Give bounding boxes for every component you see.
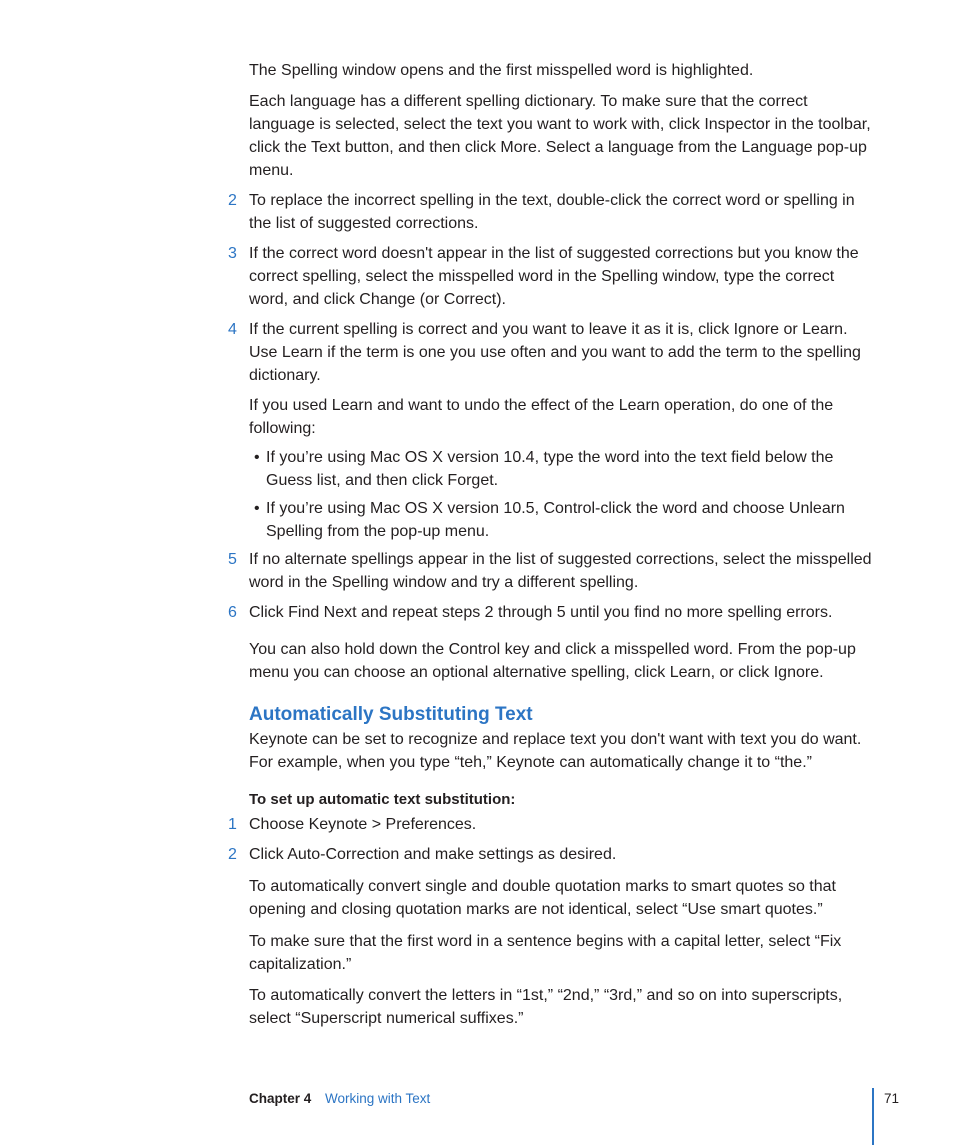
footer-chapter: Chapter 4 — [249, 1091, 312, 1106]
step-number: 3 — [228, 245, 237, 262]
step-text: If the correct word doesn't appear in the list of suggested corrections but you know the correct spelling, select the misspelled word in the Spelling window, type the correct word, and click Change (or Correct). — [249, 245, 859, 308]
footer-divider — [872, 1088, 874, 1145]
bullet-item: If you’re using Mac OS X version 10.5, Control-click the word and choose Unlearn Spelling from the pop-up menu. — [266, 500, 845, 540]
task-step-text: Click Auto-Correction and make settings as desired. — [249, 846, 617, 863]
paragraph-keynote-substitution: Keynote can be set to recognize and replace text you don't want with text you do want. For example, when you type “teh,” Keynote can automatically change it to “the.” — [249, 731, 862, 771]
bullet-icon: • — [254, 500, 260, 517]
paragraph-smart-quotes: To automatically convert single and double quotation marks to smart quotes so that opening and closing quotation marks are not identical, select “Use smart quotes.” — [249, 878, 836, 918]
bullet-icon: • — [254, 449, 260, 466]
step-number: 6 — [228, 604, 237, 621]
paragraph-control-key: You can also hold down the Control key and click a misspelled word. From the pop-up menu you can choose an optional alternative spelling, click Learn, or click Ignore. — [249, 641, 856, 681]
task-title: To set up automatic text substitution: — [249, 791, 516, 808]
paragraph-spelling-window: The Spelling window opens and the first misspelled word is highlighted. — [249, 62, 754, 79]
paragraph-language-dictionary: Each language has a different spelling dictionary. To make sure that the correct language is selected, select the text you want to work with, click Inspector in the toolbar, click the Text button, and then click More. Select a language from the Language pop-up menu. — [249, 93, 871, 179]
step-number: 4 — [228, 321, 237, 338]
task-step-text: Choose Keynote > Preferences. — [249, 816, 477, 833]
paragraph-superscript: To automatically convert the letters in “1st,” “2nd,” “3rd,” and so on into superscripts, select “Superscript numerical suffixes.” — [249, 987, 843, 1027]
page-number: 71 — [884, 1091, 900, 1106]
step-number: 5 — [228, 551, 237, 568]
step-text: Click Find Next and repeat steps 2 through 5 until you find no more spelling errors. — [249, 604, 833, 621]
task-step-number: 1 — [228, 816, 237, 833]
step-text: If the current spelling is correct and you want to leave it as it is, click Ignore or Learn. Use Learn if the term is one you use often and you want to add the term to the spelling dictionary. — [249, 321, 861, 384]
bullet-item: If you’re using Mac OS X version 10.4, type the word into the text field below the Guess list, and then click Forget. — [266, 449, 834, 489]
task-step-number: 2 — [228, 846, 237, 863]
footer-chapter-title[interactable]: Working with Text — [325, 1091, 431, 1106]
step-text: If no alternate spellings appear in the list of suggested corrections, select the misspelled word in the Spelling window and try a different spelling. — [249, 551, 872, 591]
step-number: 2 — [228, 192, 237, 209]
step-text: To replace the incorrect spelling in the text, double-click the correct word or spelling in the list of suggested corrections. — [249, 192, 855, 232]
paragraph-capitalization: To make sure that the first word in a sentence begins with a capital letter, select “Fix capitalization.” — [249, 933, 842, 973]
paragraph-learn-undo: If you used Learn and want to undo the effect of the Learn operation, do one of the following: — [249, 397, 834, 437]
section-heading: Automatically Substituting Text — [249, 704, 533, 725]
